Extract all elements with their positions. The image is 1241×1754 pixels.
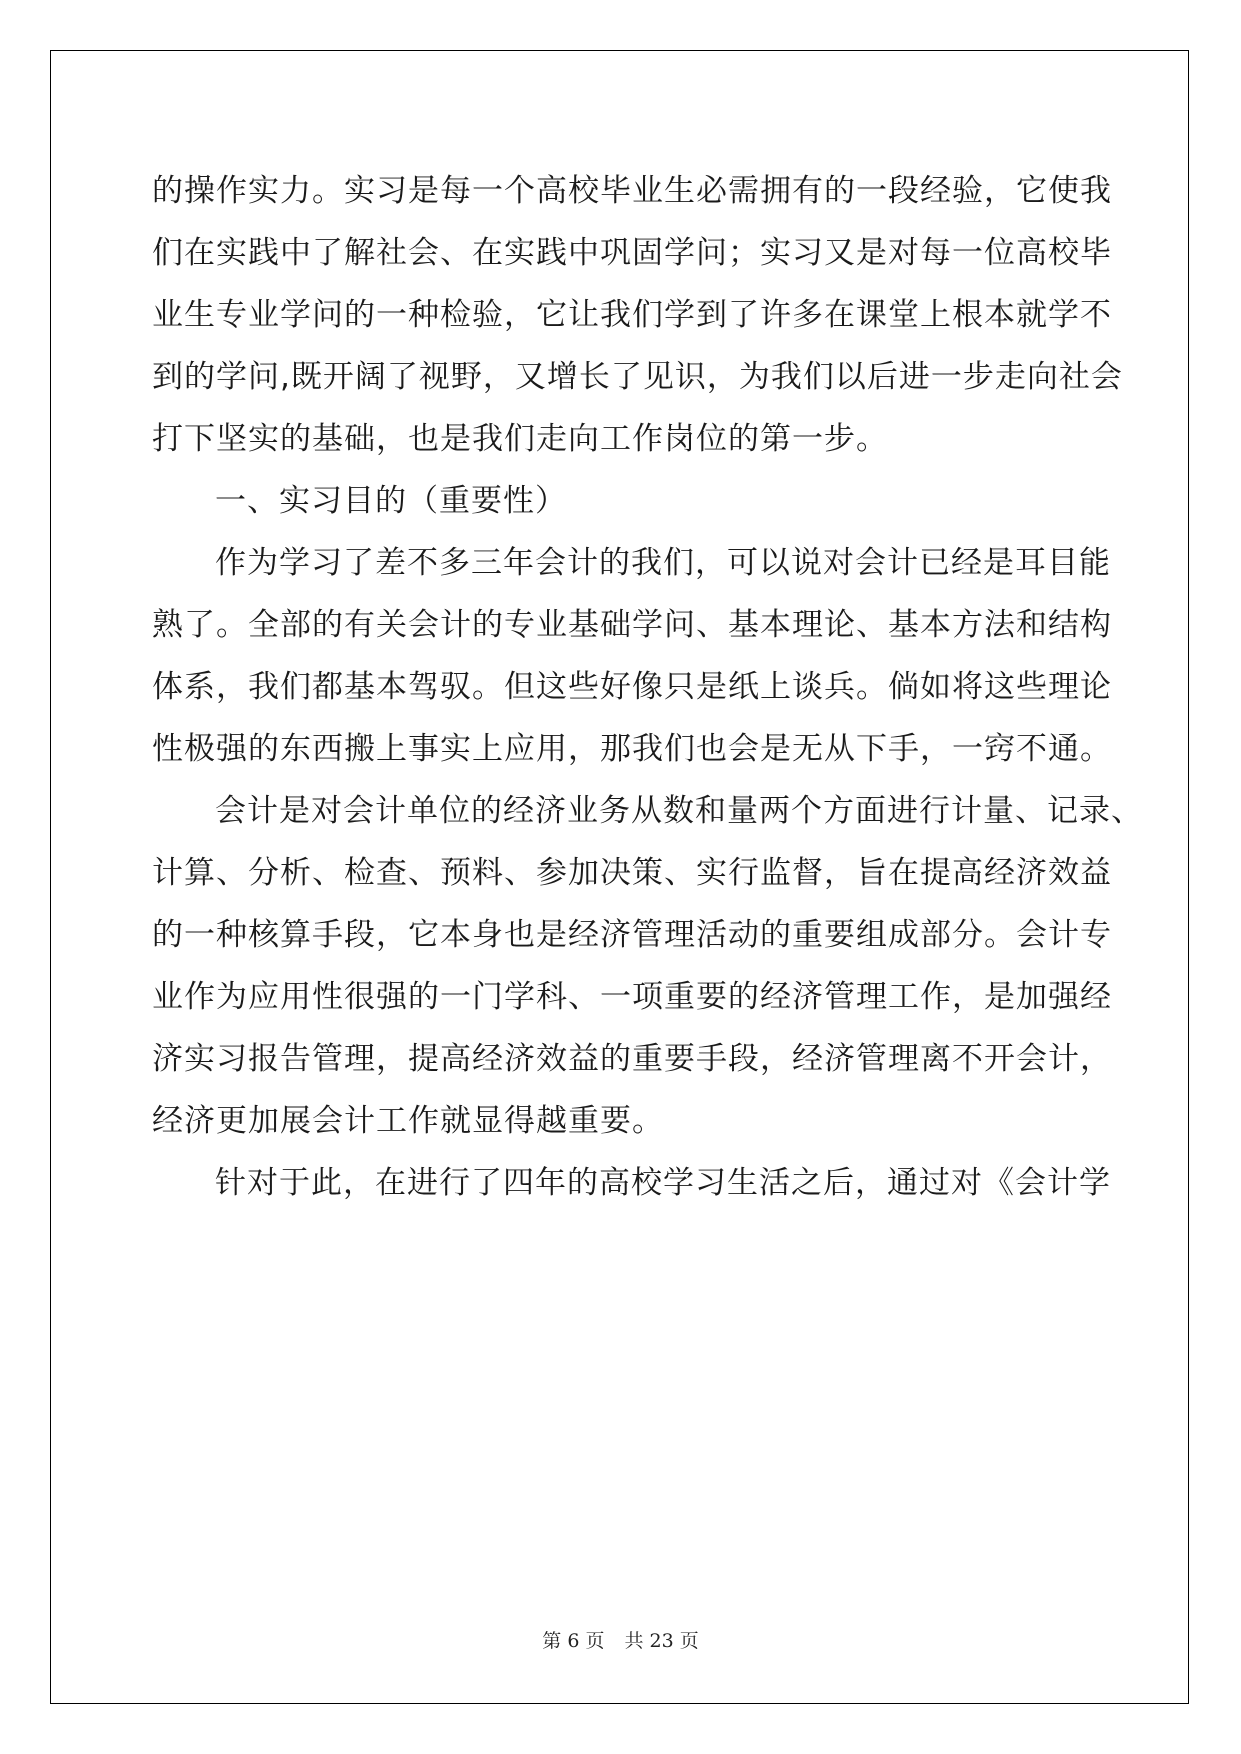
document-body bbox=[152, 160, 1143, 1214]
text-line: 业作为应用性很强的一门学科、一项重要的经济管理工作，是加强经 bbox=[152, 979, 1112, 1015]
text-line: 性极强的东西搬上事实上应用，那我们也会是无从下手，一窍不通。 bbox=[152, 731, 1112, 767]
page-total: 共 23 页 bbox=[624, 1630, 699, 1652]
text-line: 针对于此，在进行了四年的高校学习生活之后，通过对《会计学 bbox=[215, 1165, 1111, 1201]
page-footer bbox=[0, 1626, 1241, 1653]
text-line: 作为学习了差不多三年会计的我们，可以说对会计已经是耳目能 bbox=[215, 545, 1111, 581]
page-number: 第 6 页 bbox=[542, 1630, 605, 1652]
text-line: 到的学问,既开阔了视野，又增长了见识，为我们以后进一步走向社会 bbox=[152, 359, 1123, 395]
text-line: 计算、分析、检查、预料、参加决策、实行监督，旨在提高经济效益 bbox=[152, 855, 1112, 891]
text-line: 熟了。全部的有关会计的专业基础学问、基本理论、基本方法和结构 bbox=[152, 607, 1112, 643]
text-line: 会计是对会计单位的经济业务从数和量两个方面进行计量、记录、 bbox=[215, 793, 1143, 829]
section-heading: 一、实习目的（重要性） bbox=[215, 483, 567, 519]
text-line: 经济更加展会计工作就显得越重要。 bbox=[152, 1103, 664, 1139]
text-line: 体系，我们都基本驾驭。但这些好像只是纸上谈兵。倘如将这些理论 bbox=[152, 669, 1112, 705]
text-line: 济实习报告管理，提高经济效益的重要手段，经济管理离不开会计， bbox=[152, 1041, 1112, 1077]
text-line: 们在实践中了解社会、在实践中巩固学问；实习又是对每一位高校毕 bbox=[152, 235, 1112, 271]
text-line: 的一种核算手段，它本身也是经济管理活动的重要组成部分。会计专 bbox=[152, 917, 1112, 953]
text-line: 业生专业学问的一种检验，它让我们学到了许多在课堂上根本就学不 bbox=[152, 297, 1112, 333]
text-line: 打下坚实的基础，也是我们走向工作岗位的第一步。 bbox=[152, 421, 888, 457]
text-line: 的操作实力。实习是每一个高校毕业生必需拥有的一段经验，它使我 bbox=[152, 173, 1112, 209]
